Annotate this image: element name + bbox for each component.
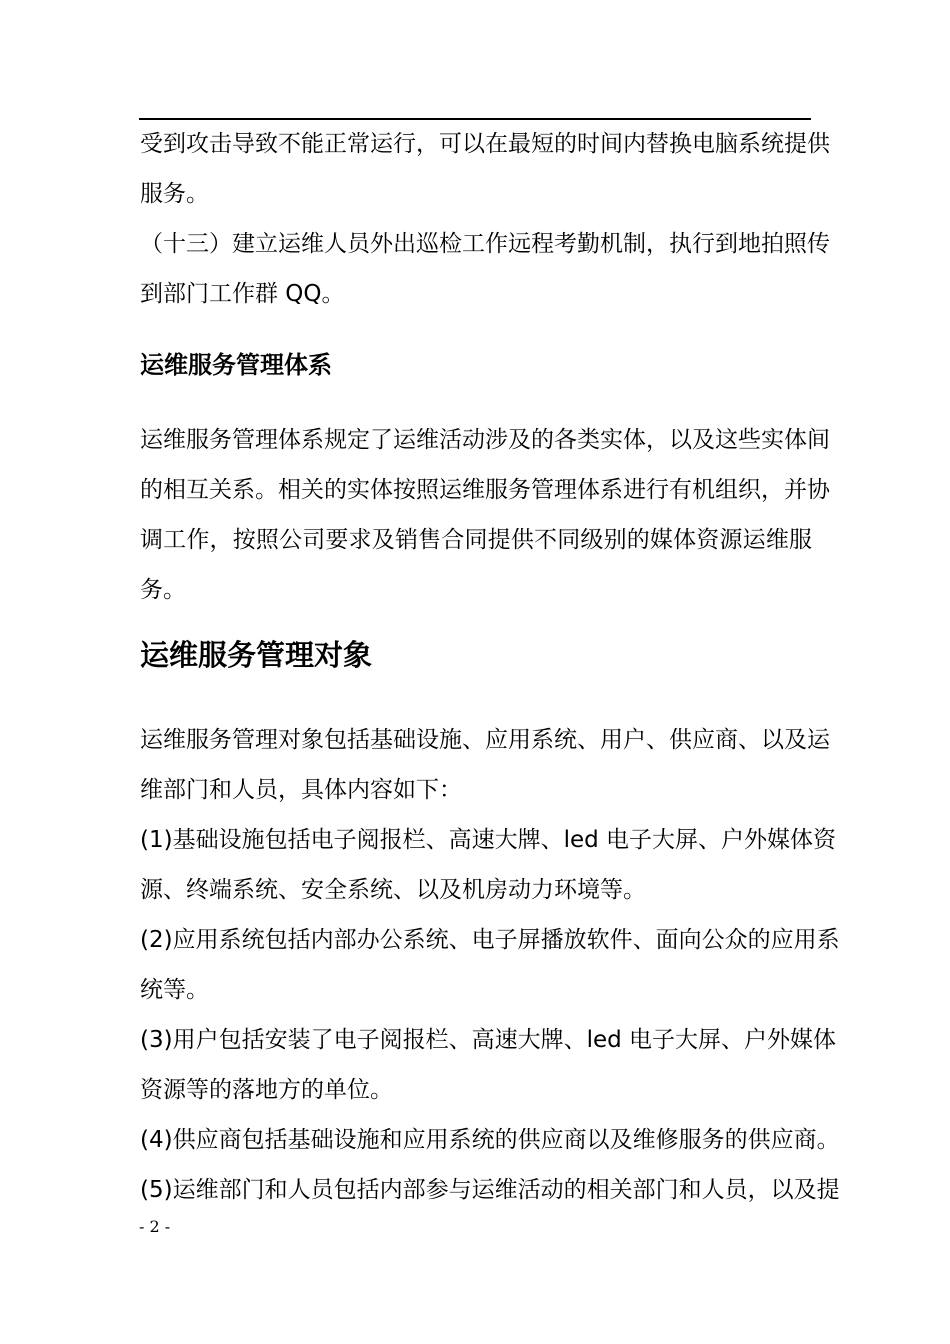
section-heading-objects: 运维服务管理对象 [140, 638, 373, 672]
list-item-line: (1)基础设施包括电子阅报栏、高速大牌、led 电子大屏、户外媒体资 [140, 827, 837, 853]
list-item-line: (5)运维部门和人员包括内部参与运维活动的相关部门和人员，以及提 [140, 1177, 840, 1203]
paragraph-line: 调工作，按照公司要求及销售合同提供不同级别的媒体资源运维服 [140, 527, 812, 553]
list-item-line: 统等。 [140, 977, 209, 1003]
paragraph-line: 服务。 [140, 181, 209, 207]
paragraph-line: 务。 [140, 577, 186, 603]
paragraph-line: （十三）建立运维人员外出巡检工作远程考勤机制，执行到地拍照传 [140, 231, 830, 257]
page-number: - 2 - [139, 1217, 171, 1236]
paragraph-line: 到部门工作群 QQ。 [140, 281, 345, 307]
page-body [140, 119, 840, 1215]
list-item-line: 源、终端系统、安全系统、以及机房动力环境等。 [140, 877, 646, 903]
section-heading-system: 运维服务管理体系 [140, 351, 332, 379]
paragraph-line: 的相互关系。相关的实体按照运维服务管理体系进行有机组织，并协 [140, 477, 830, 503]
paragraph-line: 运维服务管理体系规定了运维活动涉及的各类实体，以及这些实体间 [140, 427, 830, 453]
list-item-line: 资源等的落地方的单位。 [140, 1077, 393, 1103]
paragraph-line: 维部门和人员，具体内容如下： [140, 777, 462, 803]
list-item-line: (3)用户包括安装了电子阅报栏、高速大牌、led 电子大屏、户外媒体 [140, 1027, 837, 1053]
paragraph-line: 受到攻击导致不能正常运行，可以在最短的时间内替换电脑系统提供 [140, 131, 830, 157]
list-item-line: (4)供应商包括基础设施和应用系统的供应商以及维修服务的供应商。 [140, 1127, 840, 1153]
list-item-line: (2)应用系统包括内部办公系统、电子屏播放软件、面向公众的应用系 [140, 927, 840, 953]
paragraph-line: 运维服务管理对象包括基础设施、应用系统、用户、供应商、以及运 [140, 727, 830, 753]
